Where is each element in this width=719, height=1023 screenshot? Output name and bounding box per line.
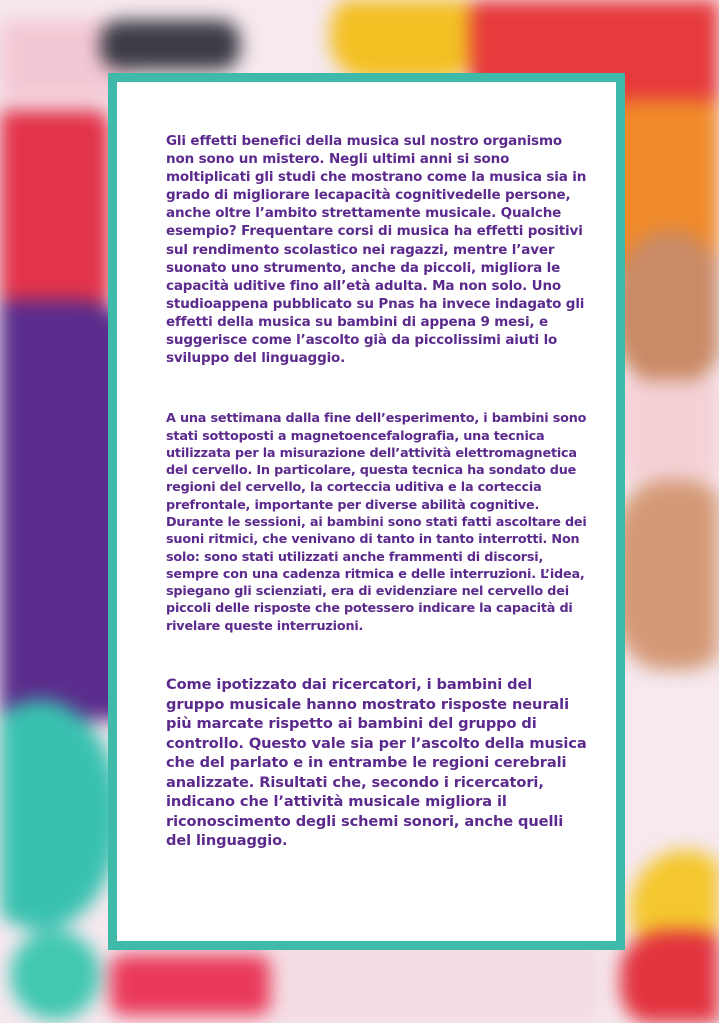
background-shape (0, 110, 110, 310)
background-shape (620, 380, 719, 480)
background-shape (0, 700, 120, 930)
article-paragraph-1: Gli effetti benefici della musica sul nostro organismo non sono un mistero. Negli ultimi anni si sono moltiplicati gli studi che mostrano come la musica sia in grado di migliorare lecapacità cognitivedelle persone, anche oltre l’ambito strettamente musicale. Qualche esempio? Frequentare corsi di musica ha effetti positivi sul rendimento scolastico nei ragazzi, mentre l’aver suonato uno strumento, anche da piccoli, migliora le capacità uditive fino all’età adulta. Ma non solo. Uno studioappena pubblicato su Pnas ha invece indagato gli effetti della musica su bambini di appena 9 mesi, e suggerisce come l’ascolto già da piccolissimi aiuti lo sviluppo del linguaggio. (166, 133, 587, 367)
background-shape (610, 480, 719, 670)
background-shape (110, 955, 270, 1015)
background-shape (610, 230, 719, 390)
article-paragraph-2: A una settimana dalla fine dell’esperimento, i bambini sono stati sottoposti a magnetoencefalografia, una tecnica utilizzata per la misurazione dell’attività elettromagnetica del cervello. In particolare, questa tecnica ha sondato due regioni del cervello, la corteccia uditiva e la corteccia prefrontale, importante per diverse abilità cognitive. Durante le sessioni, ai bambini sono stati fatti ascoltare dei suoni ritmici, che venivano di tanto in tanto interrotti. Non solo: sono stati utilizzati anche frammenti di discorsi, sempre con una cadenza ritmica e delle interruzioni. L’idea, spiegano gli scienziati, era di evidenziare nel cervello dei piccoli delle risposte che potessero indicare la capacità di rivelare queste interruzioni. (166, 411, 587, 634)
background-shape (620, 930, 719, 1023)
article-body (166, 132, 591, 851)
background-shape (100, 20, 240, 70)
article-paragraph-3: Come ipotizzato dai ricercatori, i bambini del gruppo musicale hanno mostrato risposte neurali più marcate rispetto ai bambini del gruppo di controllo. Questo vale sia per l’ascolto della musica che del parlato e in entrambe le regioni cerebrali analizzate. Risultati che, secondo i ricercatori, indicano che l’attività musicale migliora il riconoscimento degli schemi sonori, anche quelli del linguaggio. (166, 676, 587, 850)
background-shape (10, 930, 100, 1020)
background-shape (330, 0, 480, 80)
